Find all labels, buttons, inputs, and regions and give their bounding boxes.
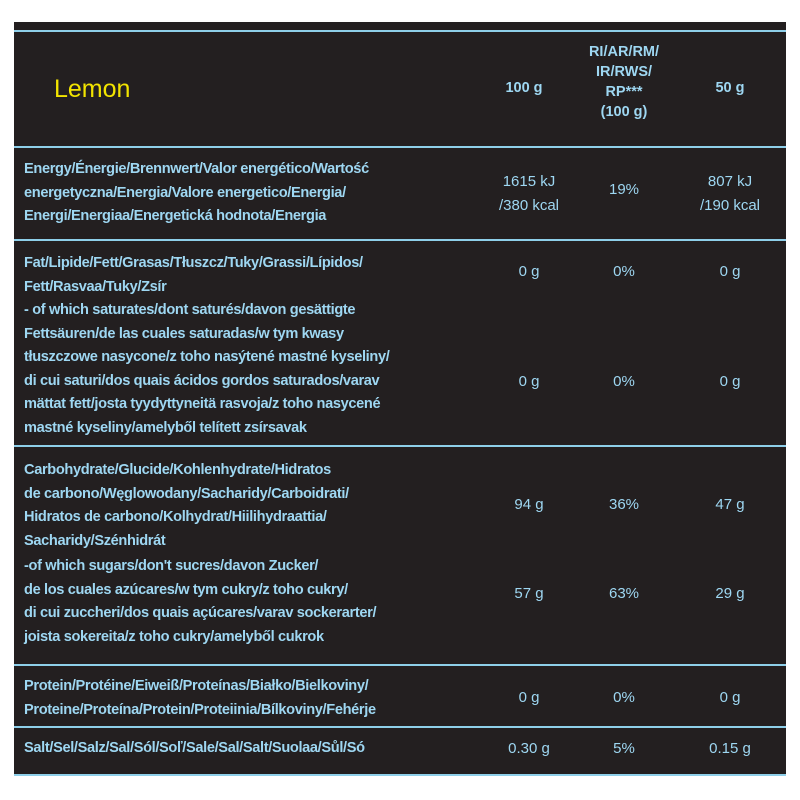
saturates-label [24,299,464,440]
sugars-per-50g: 29 g [715,585,745,602]
carbohydrate-label-line: Sacharidy/Szénhidrát [24,532,166,549]
rule-header [14,146,786,148]
energy-label [24,158,464,229]
salt-per-100g: 0.30 g [508,740,550,757]
header-ri-line: RI/AR/RM/ [588,44,660,60]
energy-per-50g [674,170,786,218]
fat-label [24,252,464,299]
sugars-label-line: de los cuales azúcares/w tym cukry/z toho cukry/ [24,581,348,598]
header-reference-intake [569,42,679,122]
carbohydrate-per-100g: 94 g [514,496,544,513]
sugars-label-line: -of which sugars/don't sucres/davon Zucker/ [24,558,319,574]
saturates-label-line: Fettsäuren/de las cuales saturadas/w tym kwasy [24,325,344,342]
protein-label-line: Protein/Protéine/Eiweiß/Proteínas/Białko/Bielkoviny/ [24,678,369,694]
sugars-label-line: di cui zuccheri/dos quais açúcares/varav sockerarter/ [24,605,377,621]
carbohydrate-ri: 36% [608,496,640,513]
energy-ri: 19% [608,181,640,198]
protein-per-100g: 0 g [518,689,540,706]
header-ri-line: IR/RWS/ [595,64,653,80]
carbohydrate-label-line: Carbohydrate/Glucide/Kohlenhydrate/Hidratos [24,462,331,478]
fat-label-line: Fat/Lipide/Fett/Grasas/Tłuszcz/Tuky/Grassi/Lípidos/ [24,255,363,271]
carbohydrate-label [24,459,464,553]
energy-label-line: energetyczna/Energia/Valore energetico/Energia/ [24,184,346,201]
header-ri-line: RP*** [605,84,643,100]
saturates-per-100g: 0 g [518,373,540,390]
protein-label-line: Proteine/Proteína/Protein/Proteiinia/Bílkoviny/Fehérje [24,701,376,718]
energy-kcal-50g: /190 kcal [699,197,761,214]
fat-ri: 0% [613,263,635,280]
saturates-label-line: tłuszczowe nasycone/z toho nasýtené mastné kyseliny/ [24,349,390,365]
energy-kcal-100g: /380 kcal [498,197,560,214]
rule-bottom [14,774,786,776]
sugars-ri: 63% [608,585,640,602]
salt-per-50g: 0.15 g [709,740,751,757]
sugars-label-line: joista sokereita/z toho cukry/amelyből cukrok [24,628,324,645]
header-ri-line: (100 g) [600,104,648,120]
product-name: Lemon [54,75,131,103]
saturates-label-line: di cui saturi/dos quais ácidos gordos saturados/varav [24,372,380,389]
carbohydrate-per-50g: 47 g [715,496,745,513]
saturates-ri: 0% [613,373,635,390]
saturates-label-line: mättat fett/josta tyydyttyneitä rasvoja/z toho nasycené [24,396,381,412]
header-50g: 50 g [715,80,745,96]
rule-protein [14,726,786,728]
nutrition-table [14,22,786,776]
protein-label [24,675,464,722]
rule-fat [14,445,786,447]
salt-label: Salt/Sel/Salz/Sal/Sól/Soľ/Sale/Sal/Salt/Suolaa/Sůl/Só [24,740,365,756]
salt-ri: 5% [613,740,635,757]
fat-label-line: Fett/Rasvaa/Tuky/Zsír [24,278,167,295]
energy-label-line: Energy/Énergie/Brennwert/Valor energético/Wartość [24,161,369,177]
energy-kj-100g: 1615 kJ [502,173,556,190]
fat-per-100g: 0 g [518,263,540,280]
carbohydrate-label-line: de carbono/Węglowodany/Sacharidy/Carboidrati/ [24,485,349,502]
header-100g: 100 g [505,80,543,96]
rule-top [14,30,786,32]
carbohydrate-label-line: Hidratos de carbono/Kolhydrat/Hiilihydraattia/ [24,509,327,525]
fat-per-50g: 0 g [719,263,741,280]
energy-kj-50g: 807 kJ [707,173,753,190]
saturates-per-50g: 0 g [719,373,741,390]
rule-energy [14,239,786,241]
rule-carbs [14,664,786,666]
sugars-per-100g: 57 g [514,585,544,602]
protein-ri: 0% [613,689,635,706]
sugars-label [24,555,464,649]
energy-label-line: Energi/Energiaa/Energetická hodnota/Energia [24,208,327,224]
protein-per-50g: 0 g [719,689,741,706]
saturates-label-line: mastné kyseliny/amelyből telített zsírsavak [24,419,307,436]
saturates-label-line: - of which saturates/dont saturés/davon gesättigte [24,302,356,318]
